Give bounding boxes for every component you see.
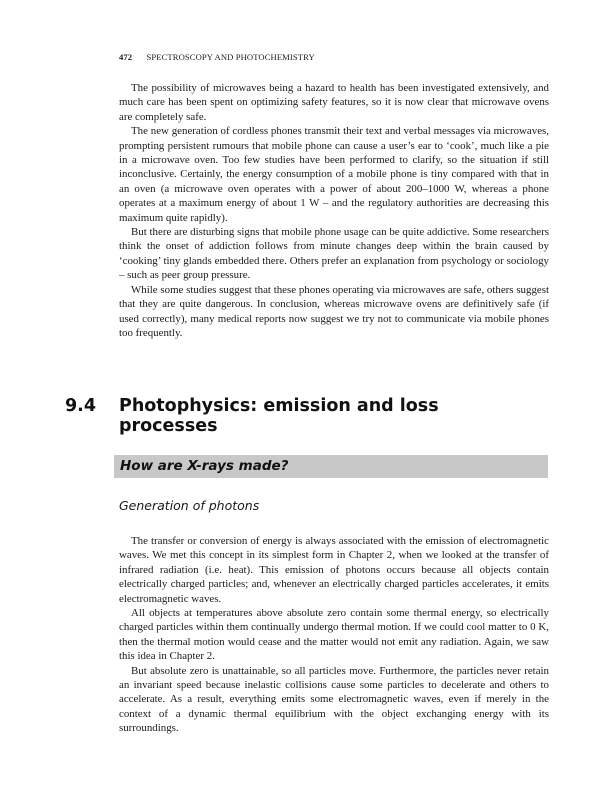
paragraph: The new generation of cordless phones transmit their text and verbal messages via microwaves, prompting persistent rumours that mobile phone can cause a user’s ear to ‘cook’, much like a pie in a microwave oven. Too few studies have been performed to clarify, so the situation if still inconclusive. Certainly, the energy consumption of a mobile phone is tiny compared with that in an oven (a microwave oven operates with a power of about 200–1000 W, whereas a phone operates at a maximum energy of about 1 W – and the regulatory authorities are decreasing this maximum quite rapidly).: [119, 125, 549, 224]
intro-text-block: [119, 81, 549, 340]
photon-text-block: [119, 534, 549, 736]
paragraph: While some studies suggest that these phones operating via microwaves are safe, others suggest that they are quite dangerous. In conclusion, whereas microwave ovens are definitively safe (if used correctly), many medical reports now suggest we try not to communicate via mobile phones too frequently.: [119, 283, 549, 339]
subheading: Generation of photons: [119, 498, 260, 513]
paragraph: But absolute zero is unattainable, so all particles move. Furthermore, the particles never retain an invariant speed because inelastic collisions cause some particles to decelerate and others to accelerate. As a result, everything emits some electromagnetic waves, even if merely in the context of a dynamic thermal equilibrium with the object exchanging energy with its surroundings.: [119, 664, 549, 735]
question-box: [114, 455, 548, 478]
page-number: 472: [119, 52, 133, 62]
section-number: 9.4: [65, 396, 97, 416]
running-head: [119, 52, 315, 62]
paragraph: All objects at temperatures above absolute zero contain some thermal energy, so electrically charged particles within them continually undergo thermal motion. If we could cool matter to 0 K, then the thermal motion would cease and the matter would not emit any radiation. Again, we saw this idea in Chapter 2.: [119, 607, 549, 663]
running-head-title: SPECTROSCOPY AND PHOTOCHEMISTRY: [146, 52, 315, 62]
paragraph: The possibility of microwaves being a hazard to health has been investigated extensively, and much care has been spent on optimizing safety features, so it is now clear that microwave ovens are completely safe.: [119, 82, 549, 123]
section-title: Photophysics: emission and loss processes: [119, 396, 439, 436]
paragraph: But there are disturbing signs that mobile phone usage can be quite addictive. Some researchers think the onset of addiction follows from minute changes deep within the brain caused by ‘cooking’ tiny glands embedded there. Others prefer an explanation from psychology or sociology – such as peer group pressure.: [119, 226, 549, 282]
paragraph: The transfer or conversion of energy is always associated with the emission of electromagnetic waves. We met this concept in its simplest form in Chapter 2, when we looked at the transfer of infrared radiation (i.e. heat). This emission of photons occurs because all objects contain electrically charged particles; and, whenever an electrically charged particles accelerates, it emits electromagnetic waves.: [119, 535, 549, 605]
question-text: How are X-rays made?: [120, 458, 289, 474]
